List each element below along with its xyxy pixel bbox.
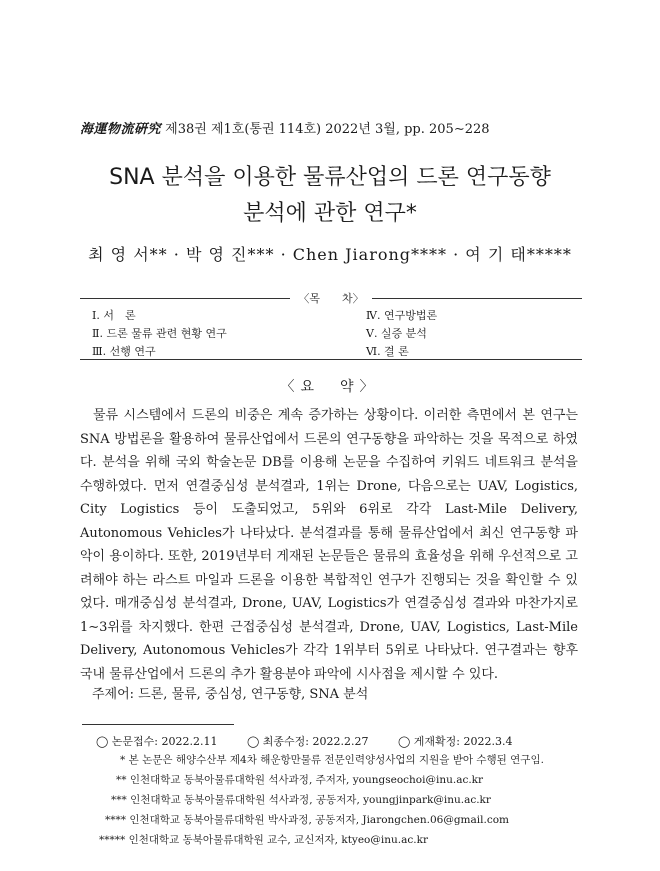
paper-title-line-1: SNA 분석을 이용한 물류산업의 드론 연구동향 [109, 165, 551, 190]
submission-dates [96, 733, 539, 749]
toc-item: Ⅱ. 드론 물류 관련 현황 연구 [92, 327, 227, 340]
footnote-author-1: ** 인천대학교 동북아물류대학원 석사과정, 주저자, youngseochoi@inu.ac.kr [116, 774, 484, 786]
author-list: 최 영 서** · 박 영 진*** · Chen Jiarong**** · 여 기 태***** [88, 245, 572, 264]
table-of-contents [80, 292, 582, 360]
toc-heading: 〈목 차〉 [290, 292, 371, 305]
footnote-divider [82, 724, 234, 725]
toc-item: Ⅰ. 서 론 [92, 309, 136, 322]
date-received: ◯ 논문접수: 2022.2.11 [96, 735, 218, 748]
journal-header [80, 118, 490, 137]
footnote-author-4: ***** 인천대학교 동북아물류대학원 교수, 교신저자, ktyeo@inu.ac.kr [99, 834, 428, 846]
footnote-author-2: *** 인천대학교 동북아물류대학원 석사과정, 공동저자, youngjinpark@inu.ac.kr [111, 794, 491, 806]
toc-item: Ⅲ. 선행 연구 [92, 345, 156, 358]
date-accepted: ◯ 게재확정: 2022.3.4 [398, 735, 513, 748]
journal-name: 海運物流硏究 [80, 122, 162, 137]
journal-citation: 제38권 제1호(통권 114호) 2022년 3월, pp. 205∼228 [165, 122, 490, 137]
paper-title-line-2: 분석에 관한 연구* [243, 201, 417, 226]
keywords: 주제어: 드론, 물류, 중심성, 연구동향, SNA 분석 [92, 687, 369, 702]
abstract-body: 물류 시스템에서 드론의 비중은 계속 증가하는 상황이다. 이러한 측면에서 본 연구는 SNA 방법론을 활용하여 물류산업에서 드론의 연구동향을 파악하는 것을 목적으로 하였다. 분석을 위해 국외 학술논문 DB를 이용해 논문을 수집하여 키워드 네트워크 분석을 수행하였다. 먼저 연결중심성 분석결과, 1위는 Drone, 다음으로는 UAV, Logistics, City Logistics 등이 도출되었고, 5위와 6위로 각각 Last-Mile Delivery, Autonomous Vehicles가 나타났다. 분석결과를 통해 물류산업에서 최신 연구동향 파악이 용이하다. 또한, 2019년부터 게재된 논문들은 물류의 효율성을 위해 우선적으로 고려해야 하는 라스트 마일과 드론을 이용한 복합적인 연구가 진행되는 것을 확인할 수 있었다. 매개중심성 분석결과, Drone, UAV, Logistics가 연결중심성 결과와 마찬가지로 1∼3위를 차지했다. 한편 근접중심성 분석결과, Drone, UAV, Logistics, Last-Mile Delivery, Autonomous Vehicles가 각각 1위부터 5위로 나타났다. 연구결과는 향후 국내 물류산업에서 드론의 추가 활용분야 파악에 시사점을 제시할 수 있다. [80, 408, 578, 682]
toc-item: Ⅳ. 연구방법론 [366, 309, 438, 322]
abstract-heading: 〈요 약〉 [280, 379, 380, 395]
footnote-funding: * 본 논문은 해양수산부 제4차 해운항만물류 전문인력양성사업의 지원을 받아 수행된 연구임. [120, 754, 544, 766]
footnote-author-3: **** 인천대학교 동북아물류대학원 박사과정, 공동저자, Jiarongchen.06@gmail.com [105, 814, 509, 826]
toc-item: Ⅵ. 결 론 [366, 345, 409, 358]
date-revised: ◯ 최종수정: 2022.2.27 [247, 735, 369, 748]
toc-item: Ⅴ. 실증 분석 [366, 327, 427, 340]
